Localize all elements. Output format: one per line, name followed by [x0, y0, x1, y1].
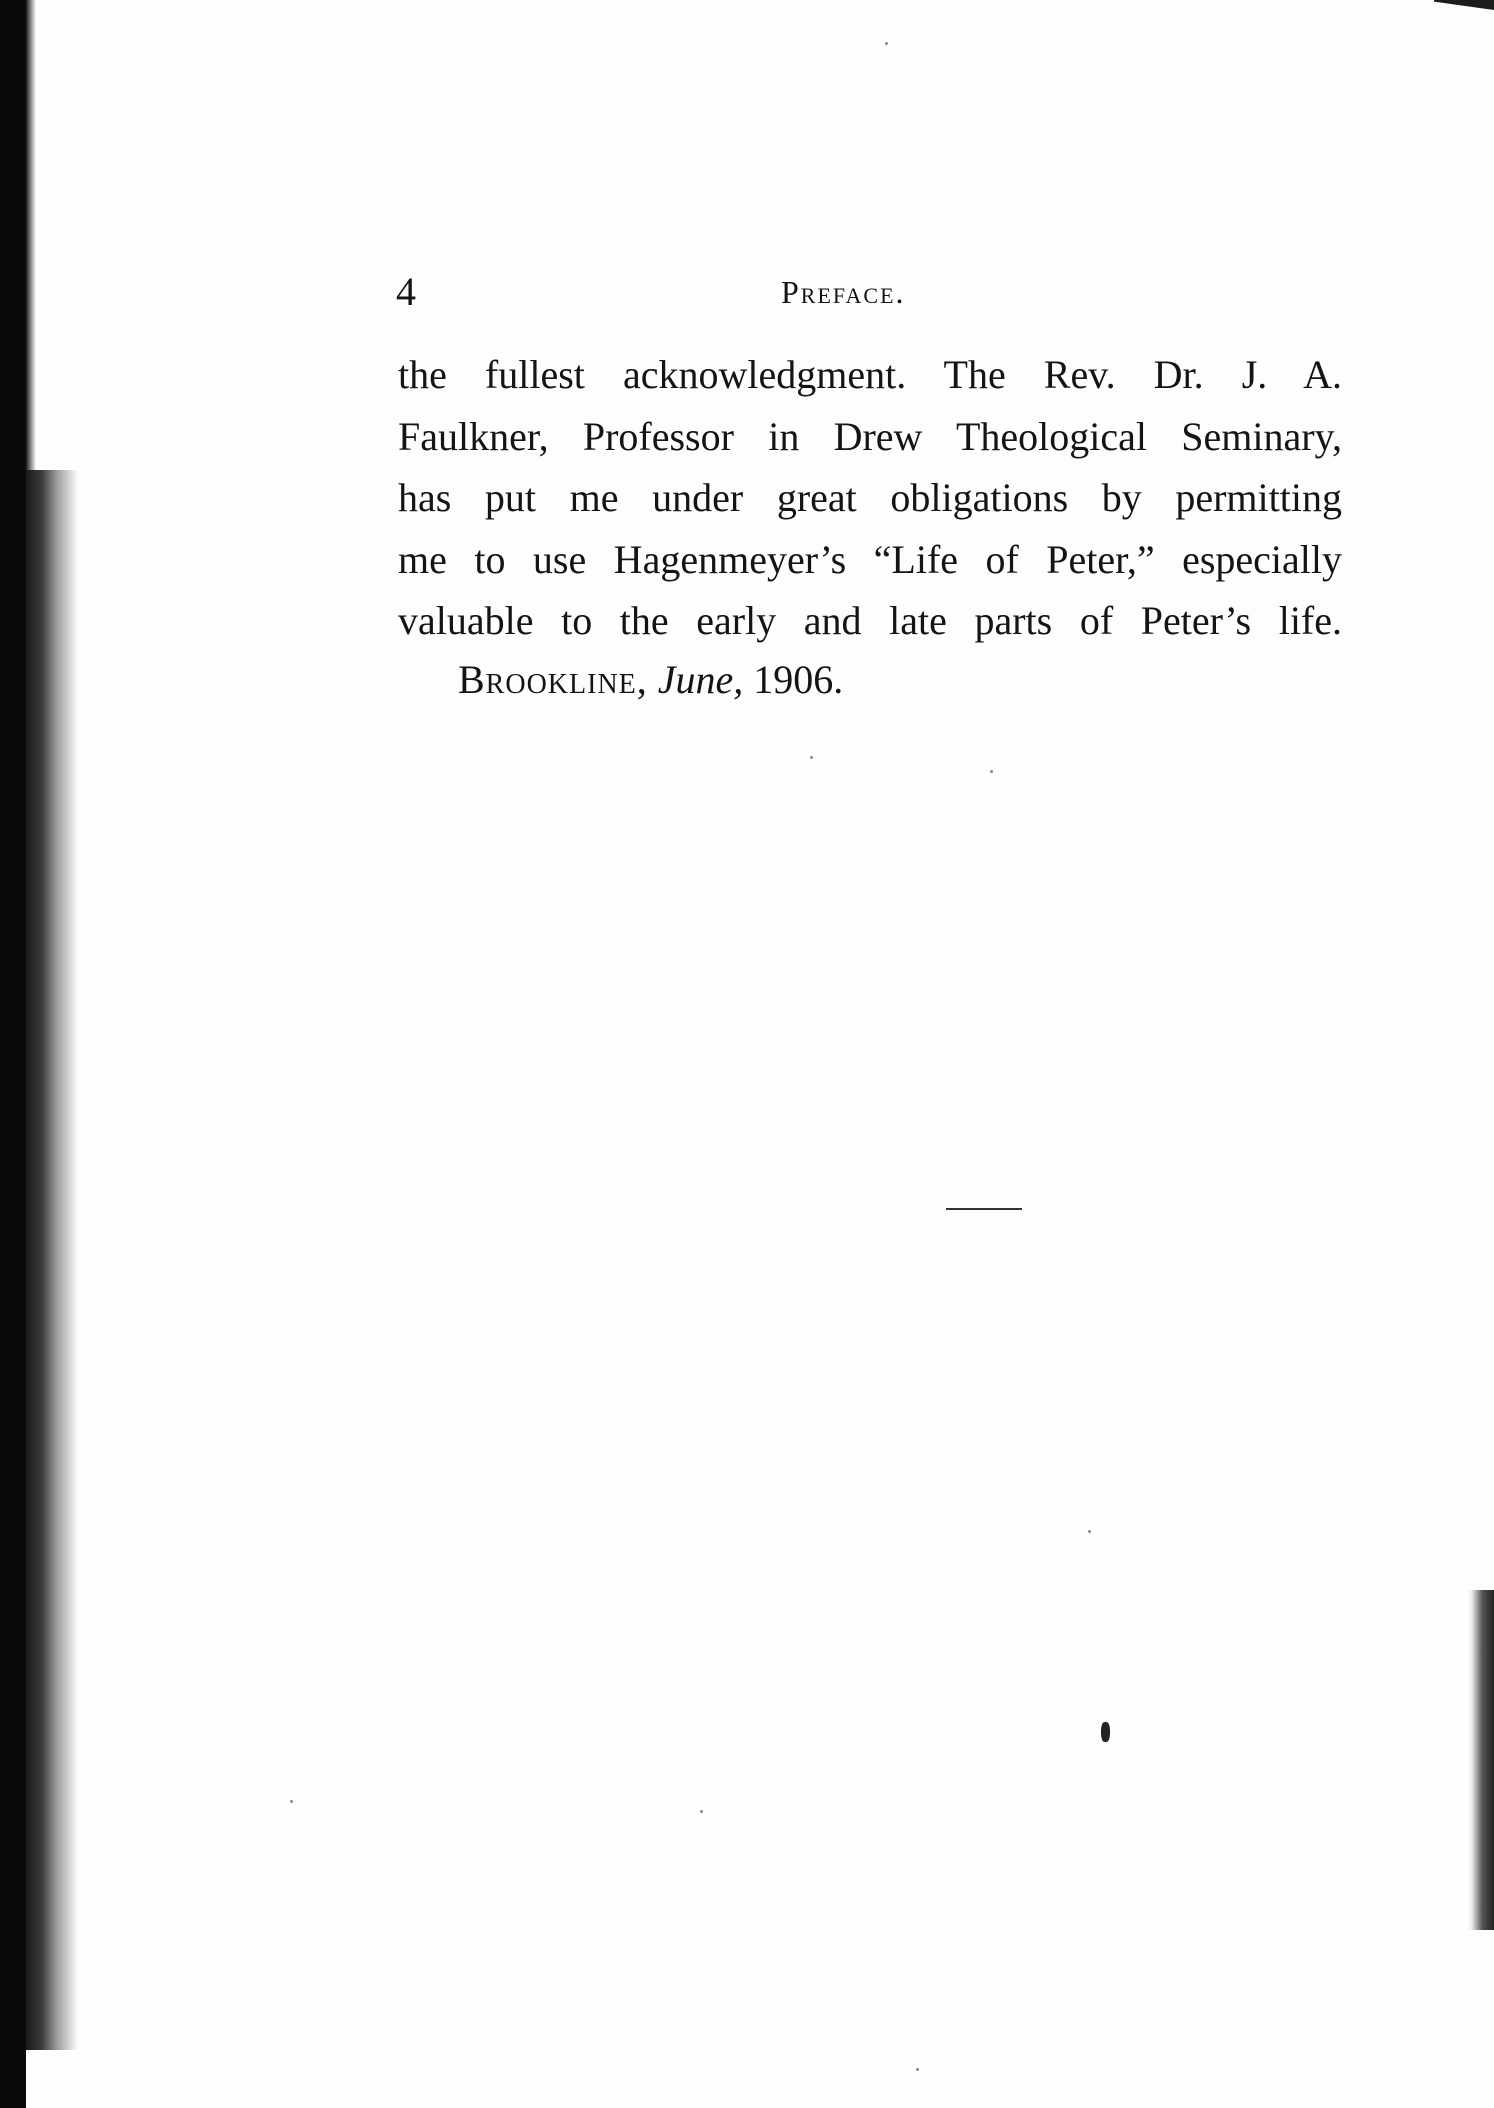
text-line: Faulkner, Professor in Drew Theological Seminary,	[398, 413, 1342, 459]
text-line: has put me under great obligations by permitting	[398, 475, 1342, 520]
scan-stray-mark	[946, 1208, 1022, 1210]
scan-speck	[1088, 1530, 1091, 1533]
running-title: Preface.	[781, 274, 906, 310]
scan-right-edge-shadow	[1468, 1590, 1494, 1930]
scan-binding-fringe	[26, 470, 78, 2050]
scan-corner-mark	[1434, 0, 1494, 10]
signature-place: Brookline,	[458, 657, 648, 702]
running-header	[396, 262, 1336, 322]
page-number: 4	[396, 269, 416, 314]
scan-speck	[290, 1800, 293, 1803]
scan-speck	[916, 2068, 919, 2071]
signature-month: June,	[657, 657, 744, 702]
signature-line	[458, 650, 843, 710]
scan-binding-shadow	[0, 0, 26, 2108]
text-line: me to use Hagenmeyer’s “Life of Peter,” especially	[398, 536, 1342, 582]
signature-year: 1906.	[753, 657, 844, 702]
scan-speck	[885, 42, 888, 45]
text-line: the fullest acknowledgment. The Rev. Dr. J. A.	[398, 352, 1342, 397]
text-line: valuable to the early and late parts of Peter’s life.	[398, 598, 1342, 643]
scan-ink-blot	[1101, 1722, 1110, 1742]
scan-speck	[700, 1810, 703, 1813]
body-paragraph	[398, 344, 1342, 652]
scan-speck	[990, 770, 993, 773]
scan-binding-fringe-top	[26, 0, 36, 470]
scan-speck	[810, 756, 813, 759]
